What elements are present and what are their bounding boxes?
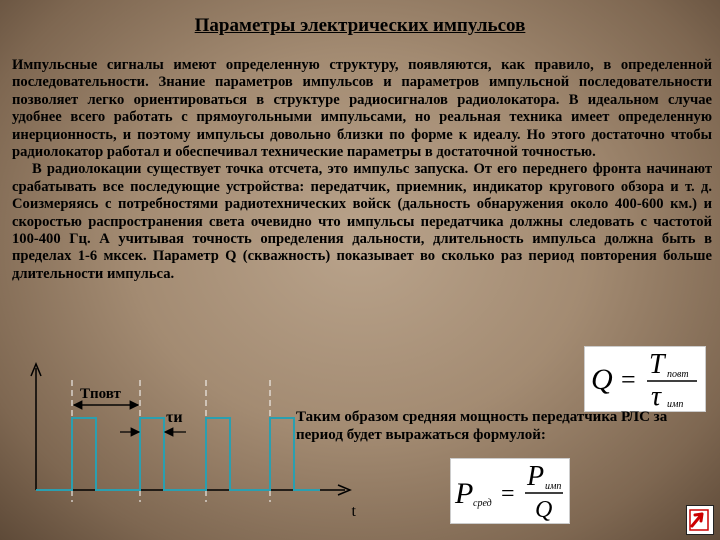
formula-q-num-sub: повт [667,369,689,380]
pulse-train [36,418,320,490]
formula-q-eq: = [621,365,636,394]
return-arrow-icon [687,506,713,534]
formula-average-power [450,458,570,524]
formula-p-eq: = [501,481,515,507]
formula-q-den: τ [651,381,662,411]
page-title: Параметры электрических импульсов [194,15,526,36]
pulse-diagram [20,360,360,520]
formula-q-den-sub: имп [667,399,684,410]
formula-p-den: Q [535,497,553,523]
pulse-width-label: τи [166,409,183,426]
formula-duty-cycle [584,346,706,412]
period-label: Tповт [80,386,121,402]
conclusion-text: Таким образом средняя мощность передатчика РЛС за период будет выражаться формулой: [296,409,668,443]
formula-p-num-sub: имп [545,481,562,492]
formula-p-lhs-sub: сред [473,498,492,509]
formula-q-num: T [649,349,665,380]
time-axis-label: t [351,503,356,520]
formula-p-num: P [527,461,545,492]
body-text [12,57,712,283]
paragraph-intro: Импульсные сигналы имеют определенную структуру, появляются, как правило, в определенной последовательности. Знание параметров импульсов и параметров импульсной последовательности позволяет легко ориентироваться в структуре радиосигналов радиолокатора. В идеальном случае удобнее всего работать с прямоугольными импульсами, но реальная техника имеет определенную инерционность, и поэтому импульсы довольно близки по форме к идеалу. Но этого достаточно чтобы радиолокатор работал и обеспечивал технические параметры в достаточной точностью. [12,57,712,161]
return-button[interactable] [686,505,714,535]
formula-q-lhs: Q [591,363,613,396]
formula-p-lhs: P [455,477,474,510]
paragraph-radar: В радиолокации существует точка отсчета, это импульс запуска. От его переднего фронта начинают срабатывать все последующие устройства: передатчик, приемник, индикатор кругового обзора и т. д. Соизмеряясь с потребностями радиотехнических войск (дальность обнаружения около 400-600 км.) и скоростью распространения света очевидно что импульсы передатчика должны следовать с частотой 100-400 Гц. А учитывая точность определения дальности, длительность импульса должна быть в пределах 1-6 мксек. Параметр Q (скважность) показывает во сколько раз период повторения больше длительности импульса. [12,161,712,282]
